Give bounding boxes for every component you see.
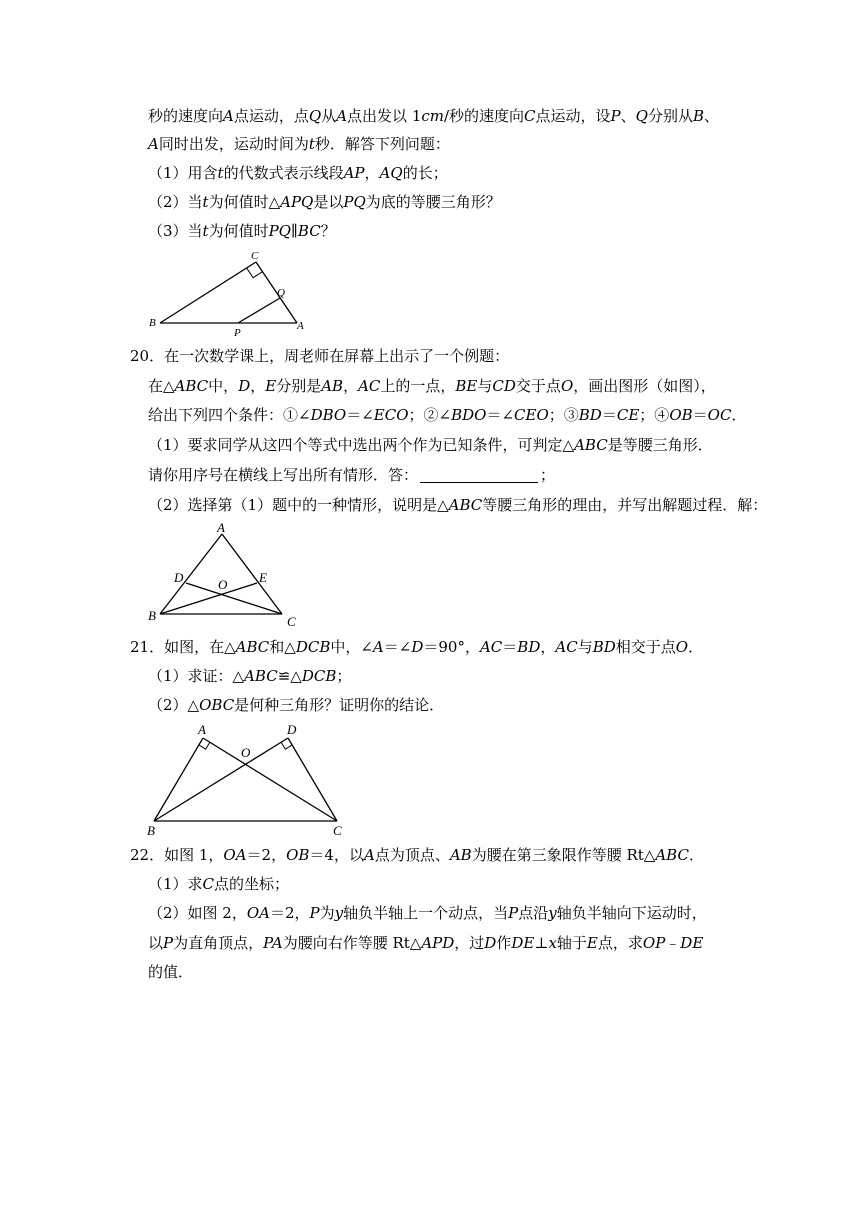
q21-line-1: 21．如图，在△ABC和△DCB中，∠A＝∠D＝90°，AC＝BD，AC与BD相交于点O． [130,638,704,656]
q21-label-A: A [198,722,206,737]
q22-line-5: 的值． [148,963,194,981]
q19-sub-3: （3）当t为何值时PQ∥BC？ [148,222,336,240]
q21-seg-DC [288,738,337,821]
q21-seg-AB [154,738,203,821]
q20-label-C: C [287,614,296,629]
q19-label-P: P [234,327,241,339]
q21-line-2: （1）求证：△ABC≌△DCB； [148,667,352,685]
q22-line-1: 22．如图 1，OA＝2，OB＝4，以A点为顶点、AB为腰在第三象限作等腰 Rt△ABC． [130,846,704,864]
q20-label-D: D [174,570,184,585]
q20-label-A: A [217,520,225,535]
q20-line-1: 20．在一次数学课上，周老师在屏幕上出示了一个例题： [130,347,510,365]
q21-label-D: D [287,722,297,737]
q20-line-5: 请你用序号在横线上写出所有情形．答： ； [148,466,556,484]
q19-sub-2: （2）当t为何值时△APQ是以PQ为底的等腰三角形？ [148,193,501,211]
q21-label-B: B [147,823,155,838]
q19-line-1: 秒的速度向A点运动，点Q从A点出发以 1cm/秒的速度向C点运动，设P、Q分别从B、 [148,107,720,125]
q22-line-4: 以P为直角顶点，PA为腰向右作等腰 Rt△APD，过D作DE⊥x轴于E点，求OP﹣DE [148,934,704,952]
q20-label-E: E [259,570,267,585]
q20-line-6: （2）选择第（1）题中的一种情形，说明是△ABC等腰三角形的理由，并写出解题过程．解： [148,496,768,514]
q19-line-2: A同时出发，运动时间为t秒．解答下列问题： [148,135,450,153]
q19-label-C: C [251,250,259,262]
q20-line-3: 给出下列四个条件：①∠DBO＝∠ECO；②∠BDO＝∠CEO；③BD＝CE；④OB＝OC． [148,406,747,424]
q21-line-3: （2）△OBC是何种三角形？证明你的结论． [148,696,445,714]
q22-line-3: （2）如图 2，OA＝2，P为y轴负半轴上一个动点，当P点沿y轴负半轴向下运动时， [148,904,707,922]
q21-seg-AC [203,738,337,821]
q19-label-Q: Q [277,287,285,299]
q19-sub-1: （1）用含t的代数式表示线段AP，AQ的长； [148,164,448,182]
q19-label-B: B [149,317,156,329]
q19-label-A: A [297,320,304,332]
q20-line-4: （1）要求同学从这四个等式中选出两个作为已知条件，可判定△ABC是等腰三角形． [148,436,713,454]
q21-label-C: C [333,823,342,838]
q20-label-B: B [148,608,156,623]
q21-label-O: O [241,745,251,760]
q20-label-O: O [218,577,228,592]
q22-line-2: （1）求C点的坐标； [148,875,290,893]
q21-seg-BD [154,738,288,821]
q20-line-2: 在△ABC中，D，E分别是AB，AC上的一点，BE与CD交于点O，画出图形（如图）， [148,377,716,395]
